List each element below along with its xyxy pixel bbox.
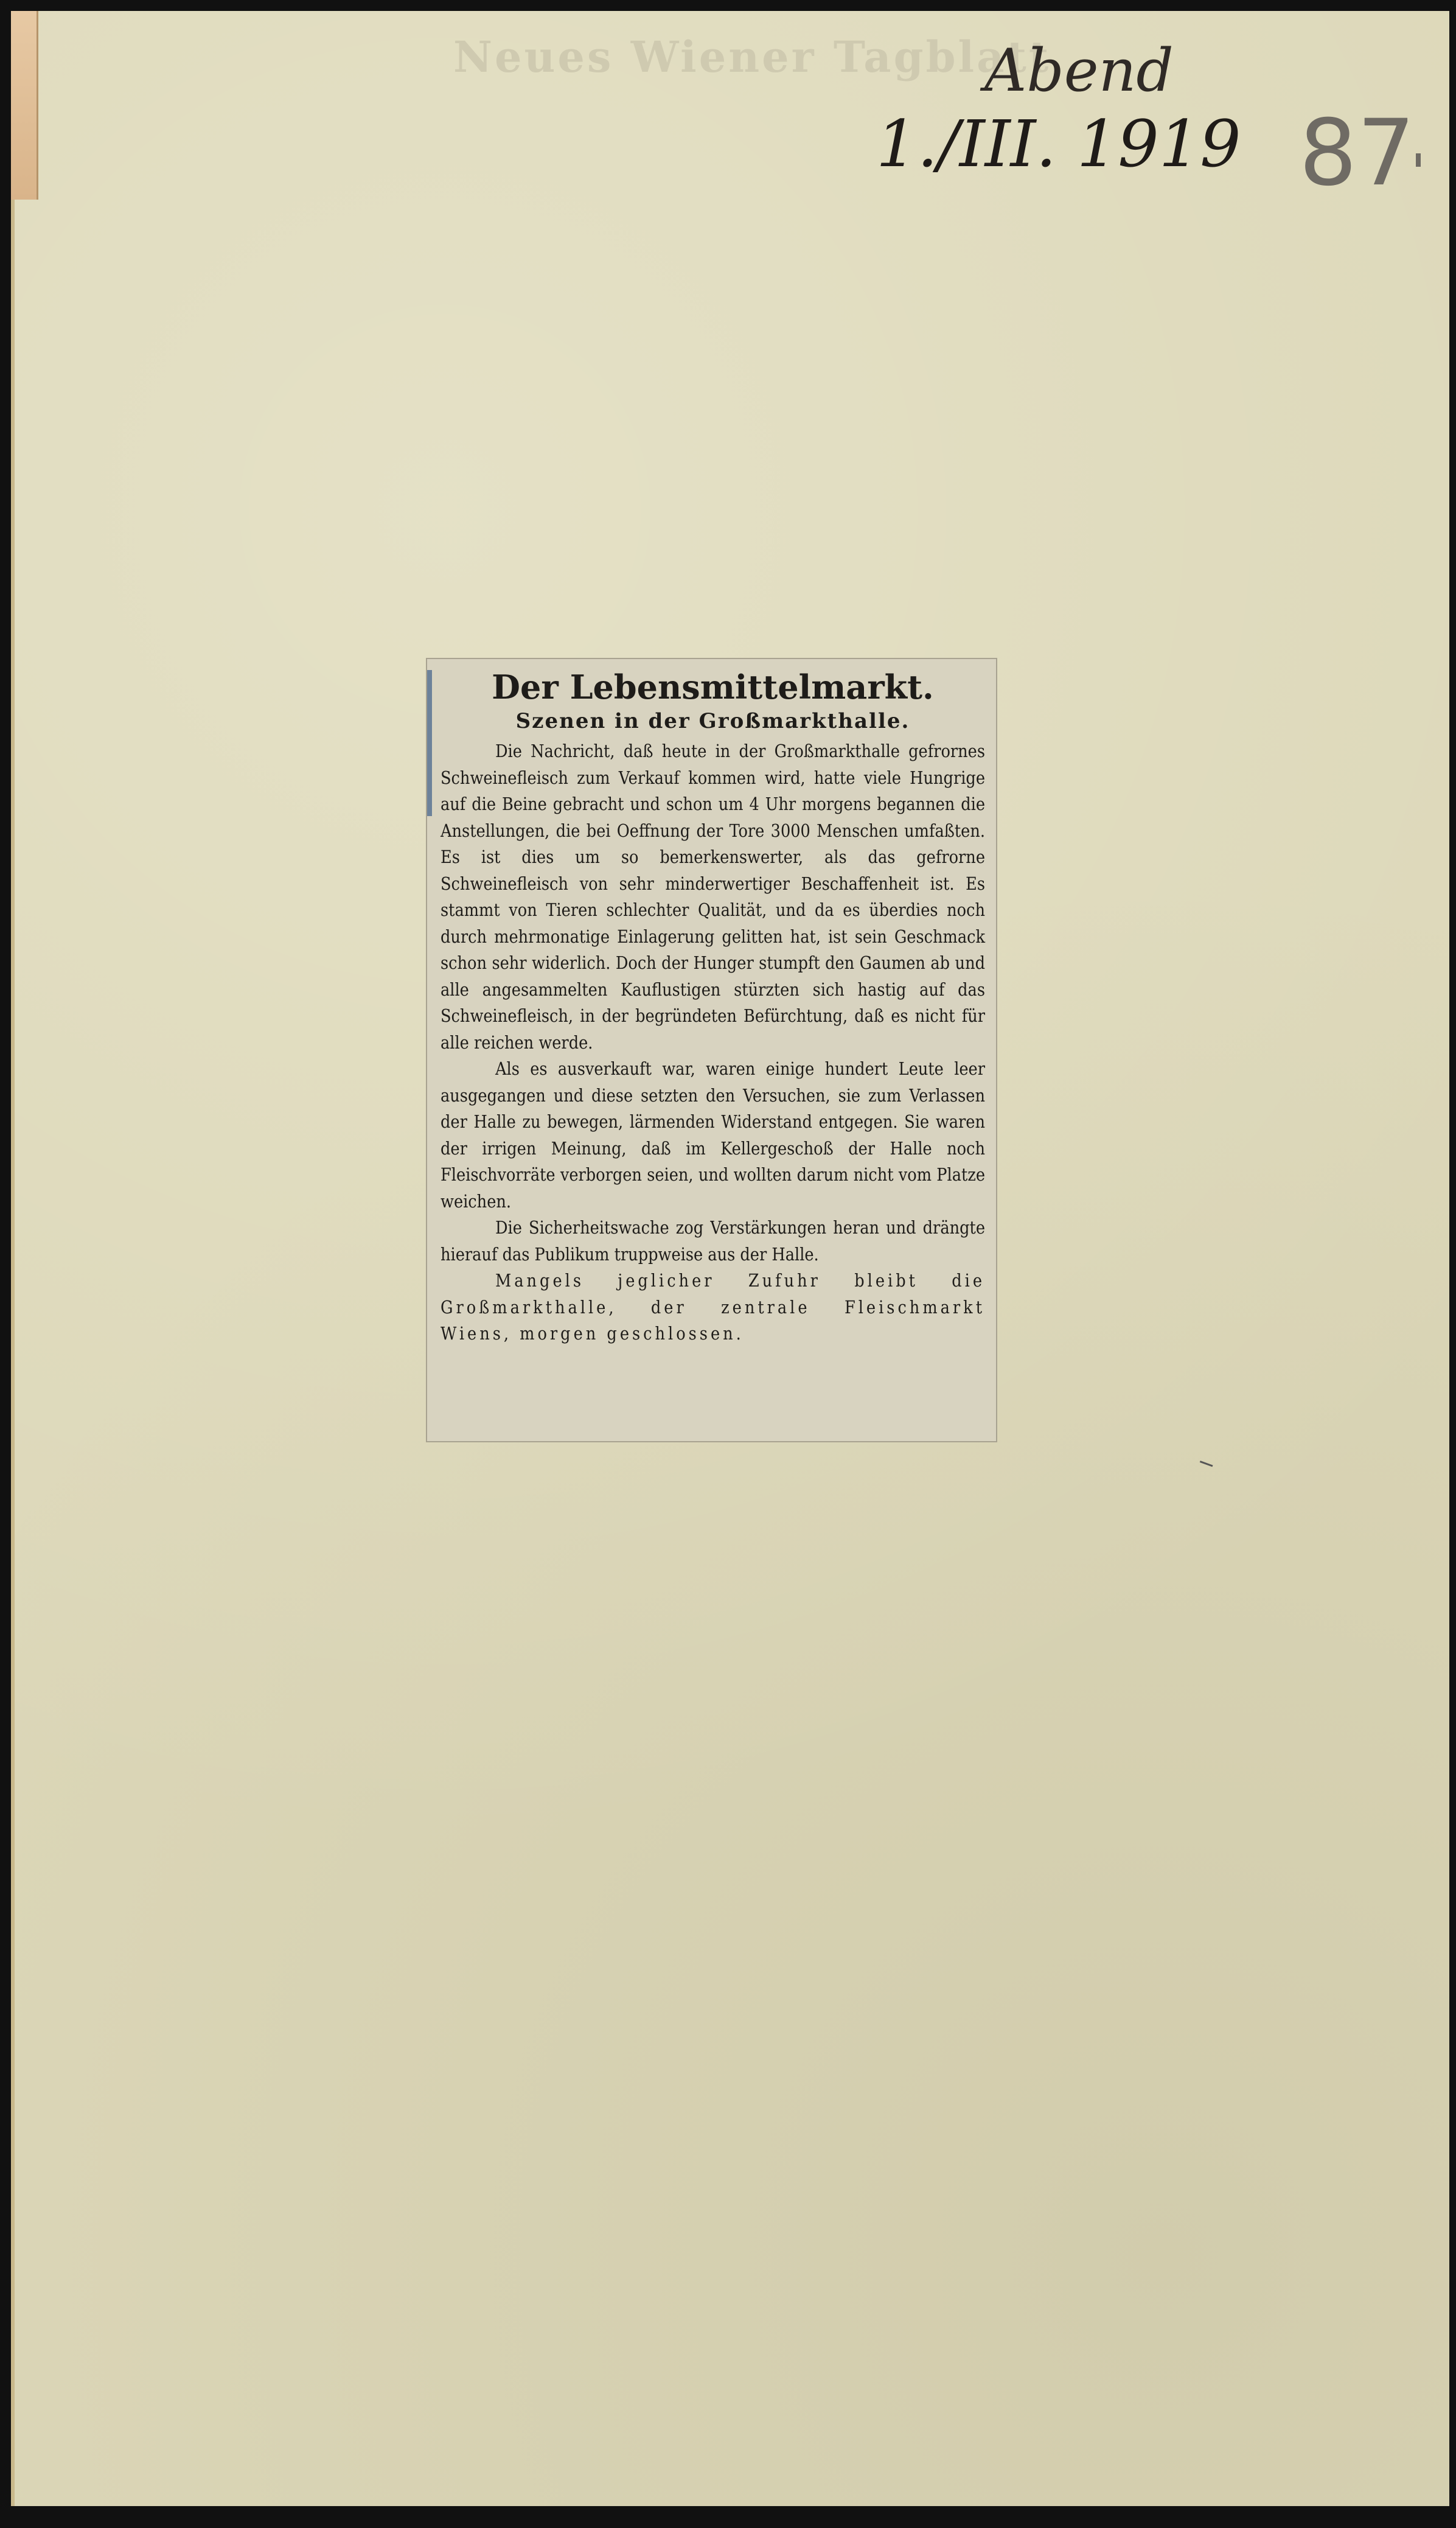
handwritten-edition: Abend — [984, 37, 1174, 105]
binding-tab — [11, 11, 38, 200]
newspaper-clipping — [427, 659, 996, 1441]
clipping-paragraph: Die Sicherheitswache zog Verstärkungen heran und drängte hierauf das Publikum truppweise aus der Halle. — [441, 1218, 985, 1265]
clipping-paragraph: Mangels jeglicher Zufuhr bleibt die Großmarkthalle, der zentrale Fleischmarkt Wiens, morgen geschlossen. — [441, 1271, 985, 1344]
blue-pencil-mark — [427, 670, 432, 816]
clipping-paragraph: Als es ausverkauft war, waren einige hundert Leute leer ausgegangen und diese setzten den Versuchen, sie zum Verlassen der Halle zu bewegen, lärmenden Widerstand entgegen. Sie waren der irrigen Meinung, daß im Kellergeschoß der Halle noch Fleischvorräte verborgen seien, und wollten darum nicht vom Platze weichen. — [441, 1059, 985, 1212]
clipping-subtitle: Szenen in der Großmarkthalle. — [515, 709, 910, 733]
clipping-title: Der Lebensmittelmarkt. — [492, 668, 934, 707]
clipping-paragraph: Die Nachricht, daß heute in der Großmarkthalle gefrornes Schweinefleisch zum Verkauf kommen wird, hatte viele Hungrige auf die Beine gebracht und schon um 4 Uhr morgens begannen die Anstellungen, die bei Oeffnung der Tore 3000 Menschen umfaßten. Es ist dies um so bemerkenswerter, als das gefrorne Schweinefleisch von sehr minderwertiger Beschaffenheit ist. Es stammt von Tieren schlechter Qualität, und da es überdies noch durch mehrmonatige Einlagerung gelitten hat, ist sein Geschmack schon sehr widerlich. Doch der Hunger stumpft den Gaumen ab und alle angesammelten Kauflustigen stürzten sich hastig auf das Schweinefleisch, in der begründeten Befürchtung, daß es nicht für alle reichen werde. — [441, 741, 985, 1053]
handwritten-date: 1./III. 1919 — [876, 106, 1241, 181]
masthead-imprint: Neues Wiener Tagblatt — [453, 32, 1051, 82]
pencil-mark — [1416, 153, 1421, 167]
handwritten-page-number: 87 — [1299, 100, 1415, 206]
